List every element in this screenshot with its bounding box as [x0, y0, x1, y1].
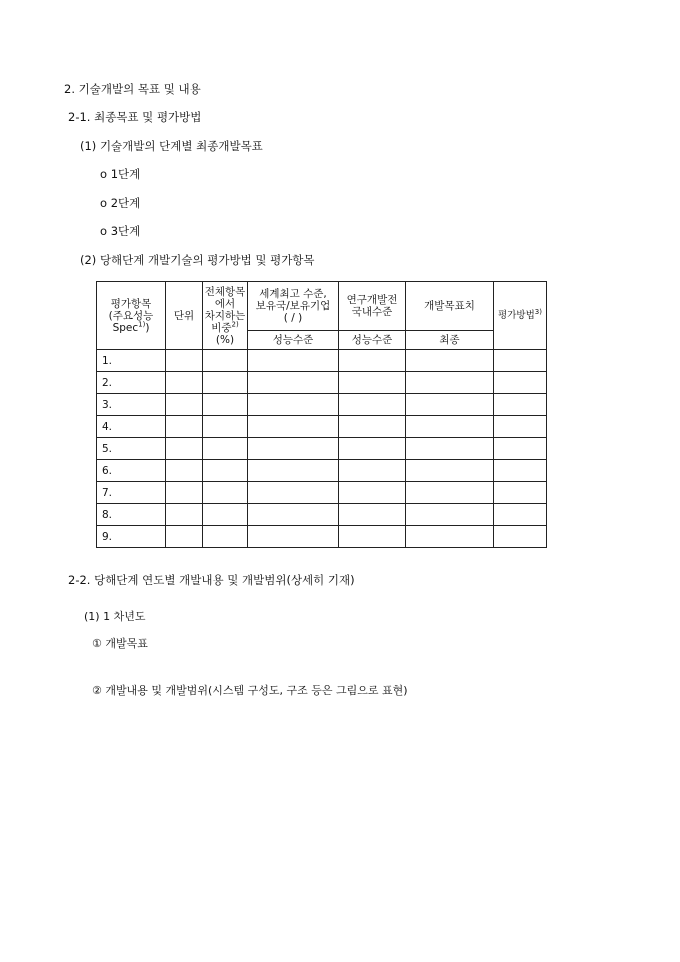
row-number: 7.	[97, 482, 166, 504]
header-eval-method: 평가방법$^{3)}$	[494, 282, 547, 350]
header-world-level: 세계최고 수준, 보유국/보유기업 ( / )	[248, 282, 339, 331]
header-eval-item: 평가항목 (주요성능 Spec$^{1)}$)	[97, 282, 166, 350]
row-number: 4.	[97, 416, 166, 438]
row-number: 8.	[97, 504, 166, 526]
evaluation-table	[96, 281, 547, 548]
item-1-title: (1) 기술개발의 단계별 최종개발목표	[80, 139, 263, 153]
dev-scope-label: ② 개발내용 및 개발범위(시스템 구성도, 구조 등은 그림으로 표현)	[92, 684, 408, 697]
stage-2: o 2단계	[100, 196, 141, 210]
row-number: 2.	[97, 372, 166, 394]
header-weight: 전체항목 에서 차지하는 비중$^{2)}$(%)	[203, 282, 248, 350]
item-2-title: (2) 당해단계 개발기술의 평가방법 및 평가항목	[80, 253, 315, 267]
subsection-2-2-title: 2-2. 당해단계 연도별 개발내용 및 개발범위(상세히 기재)	[68, 573, 355, 587]
row-number: 6.	[97, 460, 166, 482]
subsection-2-1-title: 2-1. 최종목표 및 평가방법	[68, 110, 202, 124]
section-title: 2. 기술개발의 목표 및 내용	[64, 82, 201, 96]
row-number: 1.	[97, 350, 166, 372]
subheader-pre-performance: 성능수준	[339, 331, 406, 350]
header-unit: 단위	[166, 282, 203, 350]
header-target-value: 개발목표치	[406, 282, 494, 331]
header-pre-domestic-level: 연구개발전 국내수준	[339, 282, 406, 331]
subheader-world-performance: 성능수준	[248, 331, 339, 350]
stage-3: o 3단계	[100, 224, 141, 238]
subheader-target-final: 최종	[406, 331, 494, 350]
year-1-label: (1) 1 차년도	[84, 610, 146, 623]
row-number: 9.	[97, 526, 166, 548]
stage-1: o 1단계	[100, 167, 141, 181]
row-number: 3.	[97, 394, 166, 416]
row-number: 5.	[97, 438, 166, 460]
dev-goal-label: ① 개발목표	[92, 637, 148, 650]
